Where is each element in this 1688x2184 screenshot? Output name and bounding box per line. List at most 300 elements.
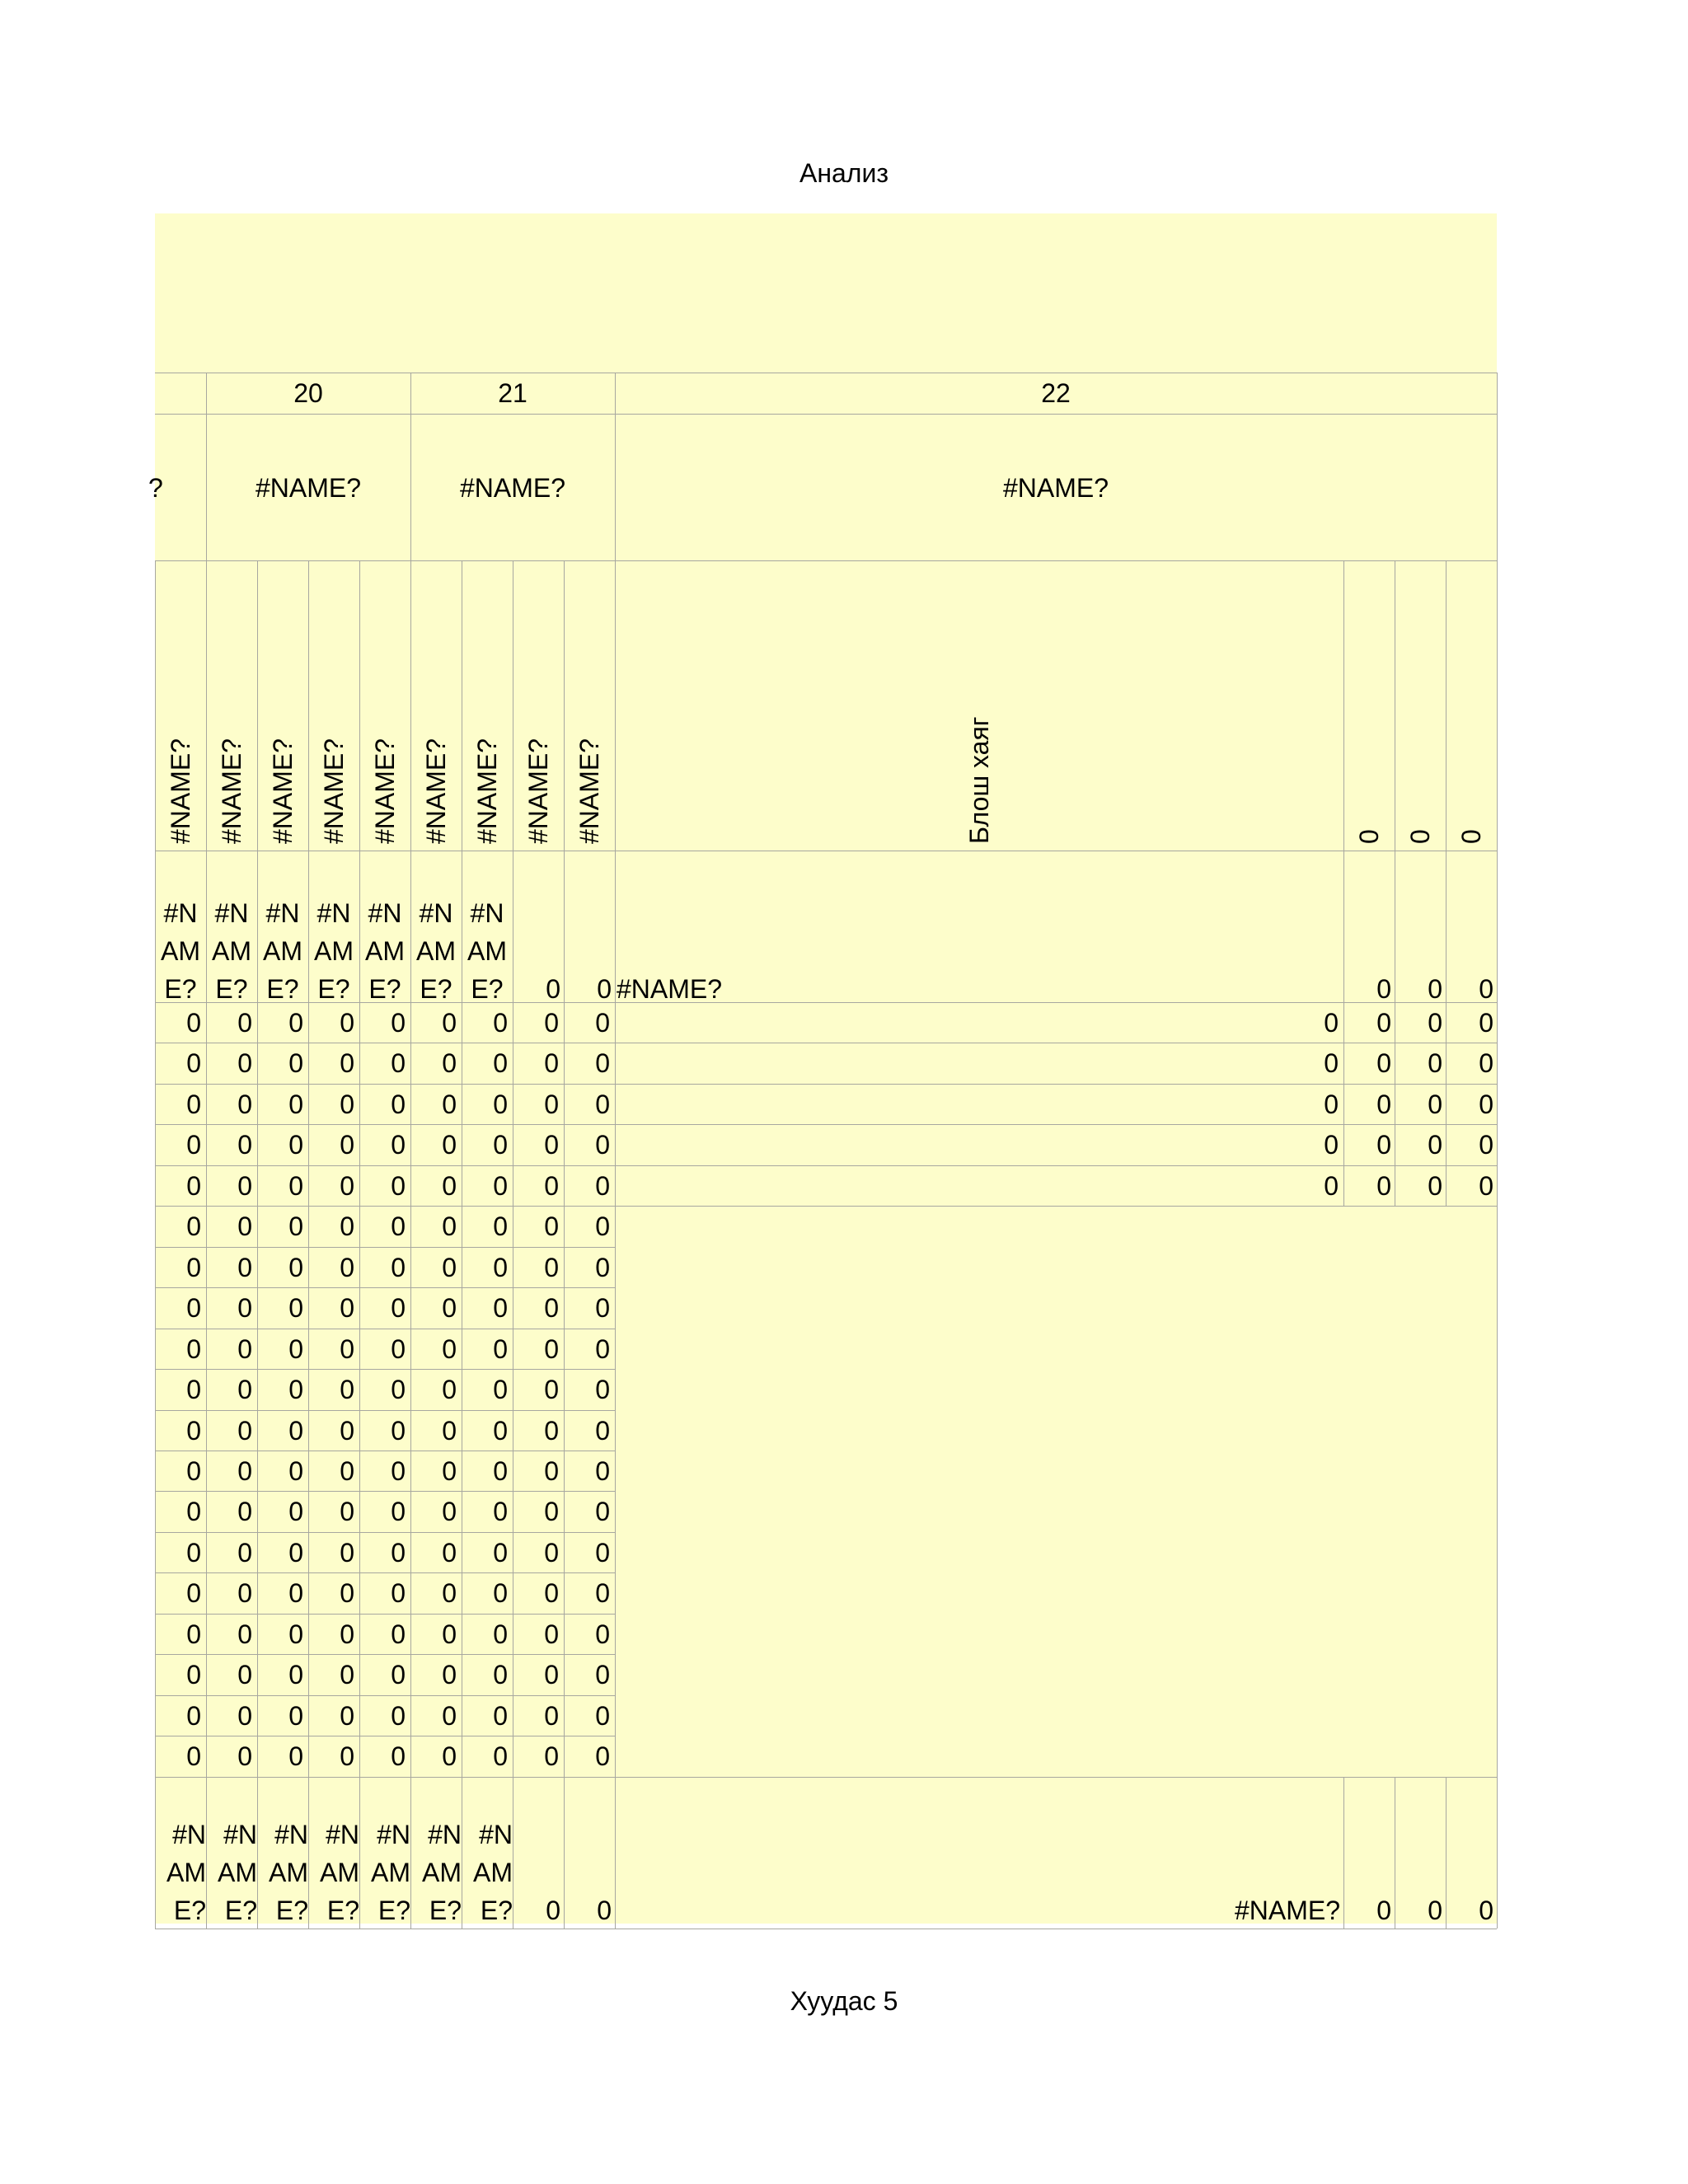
wrapped-text-line: #N bbox=[419, 898, 453, 928]
total-value: 0 bbox=[1479, 1896, 1493, 1925]
cell-value: 0 bbox=[1376, 974, 1391, 1004]
cell-value: 0 bbox=[1428, 1048, 1442, 1079]
cell-value: 0 bbox=[340, 1089, 354, 1119]
cell-value: 0 bbox=[544, 1170, 559, 1201]
cell-value: 0 bbox=[442, 1008, 457, 1038]
grid-line bbox=[155, 1084, 1497, 1085]
cell-value: 0 bbox=[493, 1537, 508, 1568]
cell-value: 0 bbox=[1376, 1130, 1391, 1160]
cell-value: 0 bbox=[186, 1741, 201, 1772]
wrapped-text-line: #N bbox=[326, 1820, 359, 1849]
cell-value: 0 bbox=[340, 1375, 354, 1405]
group-number: 21 bbox=[498, 378, 528, 408]
wrapped-error-cell bbox=[206, 1816, 257, 1929]
group-name: #NAME? bbox=[1002, 473, 1109, 503]
cell-value: 0 bbox=[340, 1741, 354, 1772]
wrapped-text-line: AM bbox=[166, 1858, 206, 1887]
cell-value: 0 bbox=[1479, 1130, 1493, 1160]
column-header: #NAME? bbox=[421, 738, 451, 844]
cell-value: 0 bbox=[391, 1619, 406, 1649]
cell-value: 0 bbox=[391, 1089, 406, 1119]
wrapped-error-cell bbox=[359, 1816, 410, 1929]
cell-value: 0 bbox=[595, 1089, 610, 1119]
cell-value: 0 bbox=[595, 1741, 610, 1772]
cell-value: 0 bbox=[595, 1578, 610, 1609]
cell-value: 0 bbox=[288, 1578, 303, 1609]
cell-value-wide: 0 bbox=[1324, 1170, 1339, 1201]
cell-value: 0 bbox=[391, 1741, 406, 1772]
grid-line bbox=[155, 1287, 615, 1288]
cell-value: 0 bbox=[288, 1008, 303, 1038]
wrapped-text-line: #N bbox=[172, 1820, 206, 1849]
cell-value: 0 bbox=[288, 1619, 303, 1649]
cell-value: 0 bbox=[340, 1048, 354, 1079]
column-header: #NAME? bbox=[523, 738, 553, 844]
wrapped-text-line: #N bbox=[214, 898, 249, 928]
cell-value: 0 bbox=[340, 1415, 354, 1446]
cell-value: 0 bbox=[186, 1660, 201, 1690]
cell-value: 0 bbox=[340, 1252, 354, 1282]
cell-value: 0 bbox=[186, 1619, 201, 1649]
cell-value: 0 bbox=[493, 1619, 508, 1649]
cell-value: 0 bbox=[595, 1252, 610, 1282]
cell-value: 0 bbox=[595, 1619, 610, 1649]
wrapped-error-cell bbox=[410, 1816, 462, 1929]
cell-value: 0 bbox=[493, 1048, 508, 1079]
column-header-right: 0 bbox=[1354, 829, 1384, 844]
cell-value: 0 bbox=[340, 1578, 354, 1609]
cell-value: 0 bbox=[595, 1212, 610, 1242]
cell-value: 0 bbox=[595, 1455, 610, 1486]
cell-value: 0 bbox=[442, 1333, 457, 1364]
wrapped-text-line: E? bbox=[429, 1896, 462, 1925]
wrapped-text-line: AM bbox=[416, 936, 456, 966]
cell-value: 0 bbox=[186, 1212, 201, 1242]
column-header: #NAME? bbox=[574, 738, 604, 844]
cell-value: 0 bbox=[186, 1252, 201, 1282]
cell-value: 0 bbox=[442, 1252, 457, 1282]
total-value: 0 bbox=[597, 1896, 612, 1925]
cell-value: 0 bbox=[544, 1212, 559, 1242]
analysis-table bbox=[148, 213, 1497, 1925]
cell-value: 0 bbox=[288, 1293, 303, 1324]
wrapped-error-cell bbox=[308, 894, 359, 1008]
cell-value: 0 bbox=[493, 1578, 508, 1609]
cell-value: 0 bbox=[288, 1455, 303, 1486]
cell-value: 0 bbox=[544, 1333, 559, 1364]
cell-value: 0 bbox=[1428, 1170, 1442, 1201]
cell-value: 0 bbox=[340, 1130, 354, 1160]
cell-value: 0 bbox=[391, 1170, 406, 1201]
cell-value: 0 bbox=[340, 1497, 354, 1527]
cell-value: 0 bbox=[442, 1415, 457, 1446]
cell-value: 0 bbox=[544, 1660, 559, 1690]
cell-value: 0 bbox=[544, 1619, 559, 1649]
wrapped-error-cell bbox=[359, 894, 410, 1008]
wrapped-text-line: E? bbox=[224, 1896, 257, 1925]
wrapped-error-cell bbox=[206, 894, 257, 1008]
cell-value: 0 bbox=[186, 1170, 201, 1201]
cell-value: 0 bbox=[288, 1537, 303, 1568]
cell-value: 0 bbox=[391, 1537, 406, 1568]
cell-value: 0 bbox=[442, 1455, 457, 1486]
cell-value: 0 bbox=[595, 1333, 610, 1364]
column-header: #NAME? bbox=[217, 738, 246, 844]
cell-value: 0 bbox=[544, 1700, 559, 1731]
cell-value: 0 bbox=[595, 1130, 610, 1160]
grid-line bbox=[155, 1654, 615, 1655]
cell-value: 0 bbox=[340, 1660, 354, 1690]
cell-value: 0 bbox=[186, 1048, 201, 1079]
cell-value: 0 bbox=[186, 1415, 201, 1446]
cell-value: 0 bbox=[442, 1089, 457, 1119]
cell-value: 0 bbox=[595, 1375, 610, 1405]
cell-value: 0 bbox=[288, 1130, 303, 1160]
cell-value: 0 bbox=[340, 1212, 354, 1242]
cell-value: 0 bbox=[186, 1130, 201, 1160]
cell-value: 0 bbox=[391, 1455, 406, 1486]
group-name: #NAME? bbox=[459, 473, 566, 503]
cell-value: 0 bbox=[442, 1293, 457, 1324]
cell-value: 0 bbox=[493, 1170, 508, 1201]
grid-line bbox=[155, 1777, 1497, 1778]
wrapped-text-line: AM bbox=[314, 936, 354, 966]
cell-value: 0 bbox=[391, 1252, 406, 1282]
cell-value: 0 bbox=[1376, 1089, 1391, 1119]
cell-value: 0 bbox=[340, 1700, 354, 1731]
cell-value: 0 bbox=[237, 1700, 252, 1731]
cell-value: 0 bbox=[493, 1089, 508, 1119]
wrapped-text-line: AM bbox=[218, 1858, 257, 1887]
grid-line bbox=[155, 1165, 1497, 1166]
grid-line bbox=[155, 1410, 615, 1411]
cell-value: 0 bbox=[595, 1700, 610, 1731]
cell-value: 0 bbox=[493, 1741, 508, 1772]
cell-value: 0 bbox=[442, 1578, 457, 1609]
wrapped-error-cell bbox=[155, 894, 206, 1008]
cell-value: 0 bbox=[237, 1048, 252, 1079]
cell-value: 0 bbox=[544, 1578, 559, 1609]
wrapped-text-line: E? bbox=[368, 974, 401, 1004]
wrapped-text-line: #N bbox=[163, 898, 198, 928]
cell-value: 0 bbox=[186, 1537, 201, 1568]
cell-value: 0 bbox=[288, 1660, 303, 1690]
wrapped-text-line: #N bbox=[428, 1820, 462, 1849]
cell-value: 0 bbox=[1376, 1008, 1391, 1038]
wrapped-text-line: AM bbox=[365, 936, 405, 966]
wrapped-error-cell bbox=[308, 1816, 359, 1929]
page-title: Анализ bbox=[799, 158, 889, 188]
cell-value: 0 bbox=[493, 1008, 508, 1038]
cell-value: 0 bbox=[237, 1578, 252, 1609]
column-header: #NAME? bbox=[166, 738, 195, 844]
cell-value: 0 bbox=[544, 1008, 559, 1038]
cell-value: 0 bbox=[493, 1700, 508, 1731]
wrapped-error-cell bbox=[155, 1816, 206, 1929]
cell-value: 0 bbox=[544, 1375, 559, 1405]
cell-value: 0 bbox=[544, 1130, 559, 1160]
group-number: 22 bbox=[1041, 378, 1071, 408]
wrapped-error-cell bbox=[462, 1816, 513, 1929]
cell-value: 0 bbox=[237, 1415, 252, 1446]
cell-value: 0 bbox=[391, 1008, 406, 1038]
cell-value: 0 bbox=[391, 1130, 406, 1160]
cell-value: 0 bbox=[340, 1333, 354, 1364]
cell-value: 0 bbox=[493, 1375, 508, 1405]
cell-value: 0 bbox=[340, 1455, 354, 1486]
cell-value: 0 bbox=[544, 1497, 559, 1527]
wrapped-text-line: E? bbox=[420, 974, 452, 1004]
cell-value: 0 bbox=[237, 1497, 252, 1527]
cell-value: 0 bbox=[1479, 1048, 1493, 1079]
cell-value: 0 bbox=[1428, 1089, 1442, 1119]
cell-value: 0 bbox=[544, 1089, 559, 1119]
cell-value: 0 bbox=[391, 1700, 406, 1731]
cell-value: 0 bbox=[391, 1333, 406, 1364]
wrapped-text-line: E? bbox=[326, 1896, 359, 1925]
wrapped-error-cell bbox=[462, 894, 513, 1008]
cell-value-wide: #NAME? bbox=[617, 974, 723, 1004]
wrapped-text-line: AM bbox=[320, 1858, 359, 1887]
wrapped-text-line: #N bbox=[470, 898, 504, 928]
wrapped-text-line: E? bbox=[471, 974, 504, 1004]
cell-value: 0 bbox=[237, 1008, 252, 1038]
wrapped-text-line: #N bbox=[377, 1820, 410, 1849]
cell-value: 0 bbox=[442, 1619, 457, 1649]
column-header-right: 0 bbox=[1456, 829, 1486, 844]
cell-value: 0 bbox=[288, 1415, 303, 1446]
cell-value: 0 bbox=[544, 1455, 559, 1486]
cell-value: 0 bbox=[288, 1048, 303, 1079]
cell-value: 0 bbox=[237, 1089, 252, 1119]
cell-value: 0 bbox=[237, 1130, 252, 1160]
wrapped-text-line: #N bbox=[479, 1820, 513, 1849]
cell-value: 0 bbox=[544, 1293, 559, 1324]
column-header: #NAME? bbox=[268, 738, 298, 844]
column-header: #NAME? bbox=[472, 738, 502, 844]
wrapped-text-line: AM bbox=[371, 1858, 410, 1887]
cell-value: 0 bbox=[595, 1048, 610, 1079]
group-name-partial: ? bbox=[148, 473, 163, 503]
cell-value: 0 bbox=[442, 1497, 457, 1527]
column-header: #NAME? bbox=[319, 738, 349, 844]
cell-value: 0 bbox=[186, 1497, 201, 1527]
cell-value: 0 bbox=[442, 1212, 457, 1242]
grid-line bbox=[155, 414, 1497, 415]
cell-value: 0 bbox=[1479, 1170, 1493, 1201]
cell-value: 0 bbox=[237, 1741, 252, 1772]
grid-line bbox=[155, 1124, 1497, 1125]
cell-value: 0 bbox=[237, 1375, 252, 1405]
cell-value: 0 bbox=[493, 1497, 508, 1527]
cell-value: 0 bbox=[1428, 1130, 1442, 1160]
cell-value-wide: 0 bbox=[1324, 1008, 1339, 1038]
grid-line bbox=[155, 1614, 615, 1615]
wrapped-text-line: AM bbox=[269, 1858, 308, 1887]
wrapped-text-line: AM bbox=[161, 936, 200, 966]
wrapped-text-line: #N bbox=[274, 1820, 308, 1849]
cell-value: 0 bbox=[442, 1537, 457, 1568]
wrapped-text-line: AM bbox=[263, 936, 302, 966]
cell-value: 0 bbox=[340, 1619, 354, 1649]
cell-value-wide: 0 bbox=[1324, 1048, 1339, 1079]
cell-value: 0 bbox=[391, 1415, 406, 1446]
grid-line bbox=[155, 560, 1497, 561]
cell-value: 0 bbox=[544, 1415, 559, 1446]
cell-value: 0 bbox=[595, 1293, 610, 1324]
cell-value: 0 bbox=[442, 1170, 457, 1201]
column-header: #NAME? bbox=[370, 738, 400, 844]
cell-value: 0 bbox=[442, 1700, 457, 1731]
cell-value: 0 bbox=[288, 1170, 303, 1201]
cell-value: 0 bbox=[493, 1130, 508, 1160]
cell-value: 0 bbox=[391, 1578, 406, 1609]
cell-value: 0 bbox=[493, 1252, 508, 1282]
wrapped-text-line: AM bbox=[467, 936, 507, 966]
cell-value: 0 bbox=[595, 1415, 610, 1446]
cell-value: 0 bbox=[340, 1008, 354, 1038]
grid-line bbox=[155, 1491, 615, 1492]
grid-line bbox=[155, 1532, 615, 1533]
grid-line bbox=[155, 1369, 615, 1370]
cell-value: 0 bbox=[442, 1741, 457, 1772]
cell-value: 0 bbox=[186, 1578, 201, 1609]
cell-value: 0 bbox=[546, 974, 560, 1004]
total-value: 0 bbox=[546, 1896, 560, 1925]
cell-value: 0 bbox=[237, 1619, 252, 1649]
cell-value: 0 bbox=[544, 1741, 559, 1772]
cell-value: 0 bbox=[237, 1455, 252, 1486]
cell-value: 0 bbox=[493, 1455, 508, 1486]
wrapped-text-line: E? bbox=[275, 1896, 308, 1925]
cell-value: 0 bbox=[544, 1252, 559, 1282]
cell-value: 0 bbox=[288, 1700, 303, 1731]
cell-value: 0 bbox=[288, 1497, 303, 1527]
cell-value: 0 bbox=[186, 1333, 201, 1364]
wrapped-text-line: #N bbox=[265, 898, 300, 928]
cell-value: 0 bbox=[288, 1089, 303, 1119]
cell-value: 0 bbox=[237, 1252, 252, 1282]
cell-value: 0 bbox=[544, 1048, 559, 1079]
total-value: 0 bbox=[1428, 1896, 1442, 1925]
wrapped-text-line: E? bbox=[317, 974, 350, 1004]
total-value-wide: #NAME? bbox=[1234, 1896, 1340, 1925]
cell-value: 0 bbox=[186, 1089, 201, 1119]
cell-value: 0 bbox=[1428, 1008, 1442, 1038]
cell-value: 0 bbox=[1376, 1170, 1391, 1201]
wrapped-text-line: E? bbox=[266, 974, 299, 1004]
cell-value: 0 bbox=[1479, 974, 1493, 1004]
cell-value: 0 bbox=[391, 1497, 406, 1527]
cell-value: 0 bbox=[237, 1170, 252, 1201]
grid-line bbox=[155, 1247, 615, 1248]
wrapped-error-cell bbox=[257, 894, 308, 1008]
cell-value: 0 bbox=[186, 1293, 201, 1324]
cell-value: 0 bbox=[288, 1375, 303, 1405]
cell-value: 0 bbox=[237, 1537, 252, 1568]
group-number: 20 bbox=[293, 378, 323, 408]
grid-line bbox=[1497, 373, 1498, 1929]
cell-value: 0 bbox=[1479, 1008, 1493, 1038]
cell-value: 0 bbox=[442, 1048, 457, 1079]
cell-value: 0 bbox=[597, 974, 612, 1004]
cell-value: 0 bbox=[237, 1293, 252, 1324]
wrapped-text-line: E? bbox=[377, 1896, 410, 1925]
wrapped-error-cell bbox=[257, 1816, 308, 1929]
wrapped-text-line: E? bbox=[480, 1896, 513, 1925]
cell-value: 0 bbox=[391, 1660, 406, 1690]
cell-value: 0 bbox=[391, 1212, 406, 1242]
wrapped-text-line: E? bbox=[164, 974, 197, 1004]
grid-line bbox=[155, 1695, 615, 1696]
grid-line bbox=[155, 1206, 1497, 1207]
cell-value: 0 bbox=[493, 1293, 508, 1324]
cell-value: 0 bbox=[493, 1333, 508, 1364]
wrapped-text-line: AM bbox=[212, 936, 251, 966]
cell-value: 0 bbox=[391, 1293, 406, 1324]
column-header-right: 0 bbox=[1405, 829, 1435, 844]
cell-value: 0 bbox=[237, 1660, 252, 1690]
cell-value: 0 bbox=[595, 1497, 610, 1527]
cell-value: 0 bbox=[595, 1537, 610, 1568]
group-name: #NAME? bbox=[255, 473, 362, 503]
total-value: 0 bbox=[1376, 1896, 1391, 1925]
grid-line bbox=[155, 1572, 615, 1573]
cell-value: 0 bbox=[493, 1415, 508, 1446]
page-footer: Хуудас 5 bbox=[790, 1986, 898, 2016]
cell-value: 0 bbox=[237, 1212, 252, 1242]
cell-value-wide: 0 bbox=[1324, 1130, 1339, 1160]
cell-value: 0 bbox=[391, 1048, 406, 1079]
cell-value: 0 bbox=[595, 1660, 610, 1690]
cell-value: 0 bbox=[186, 1455, 201, 1486]
cell-value: 0 bbox=[186, 1375, 201, 1405]
cell-value: 0 bbox=[186, 1008, 201, 1038]
cell-value: 0 bbox=[340, 1293, 354, 1324]
wrapped-text-line: #N bbox=[368, 898, 402, 928]
cell-value: 0 bbox=[288, 1252, 303, 1282]
cell-value: 0 bbox=[237, 1333, 252, 1364]
cell-value: 0 bbox=[1479, 1089, 1493, 1119]
cell-value: 0 bbox=[1376, 1048, 1391, 1079]
cell-value: 0 bbox=[186, 1700, 201, 1731]
wrapped-text-line: #N bbox=[316, 898, 351, 928]
cell-value: 0 bbox=[544, 1537, 559, 1568]
wrapped-text-line: #N bbox=[223, 1820, 257, 1849]
cell-value: 0 bbox=[340, 1170, 354, 1201]
cell-value: 0 bbox=[493, 1660, 508, 1690]
wrapped-text-line: AM bbox=[473, 1858, 513, 1887]
cell-value: 0 bbox=[595, 1008, 610, 1038]
wrapped-text-line: E? bbox=[173, 1896, 206, 1925]
cell-value: 0 bbox=[288, 1333, 303, 1364]
column-header-wide: Блош хаяг bbox=[964, 716, 994, 844]
cell-value: 0 bbox=[595, 1170, 610, 1201]
wrapped-text-line: AM bbox=[422, 1858, 462, 1887]
cell-value: 0 bbox=[391, 1375, 406, 1405]
cell-value: 0 bbox=[442, 1660, 457, 1690]
cell-value: 0 bbox=[493, 1212, 508, 1242]
cell-value: 0 bbox=[1428, 974, 1442, 1004]
cell-value: 0 bbox=[288, 1212, 303, 1242]
cell-value: 0 bbox=[442, 1130, 457, 1160]
wrapped-text-line: E? bbox=[215, 974, 248, 1004]
wrapped-error-cell bbox=[410, 894, 462, 1008]
cell-value: 0 bbox=[442, 1375, 457, 1405]
cell-value-wide: 0 bbox=[1324, 1089, 1339, 1119]
cell-value: 0 bbox=[288, 1741, 303, 1772]
cell-value: 0 bbox=[340, 1537, 354, 1568]
